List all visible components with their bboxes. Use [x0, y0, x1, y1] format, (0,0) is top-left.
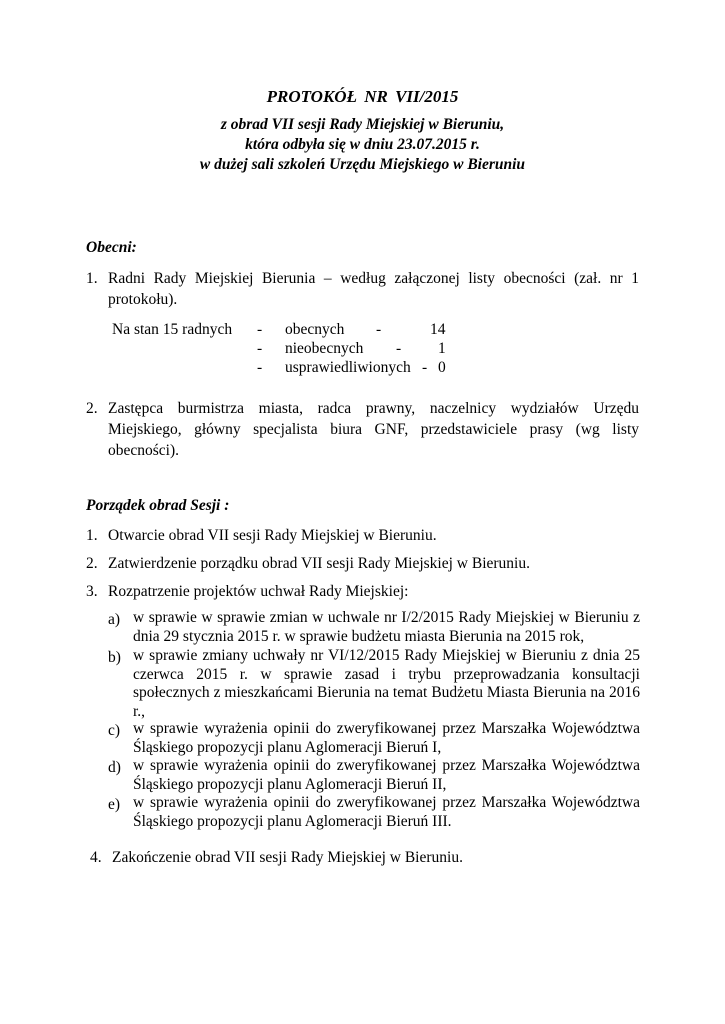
subitem-text: w sprawie wyrażenia opinii do zweryfikowanej przez Marszałka Województwa Śląskiego propozycji planu Aglomeracji Bieruń I, [133, 720, 640, 756]
attendance-dash: - [396, 340, 402, 357]
attendance-dash: - [257, 359, 263, 376]
attendance-value: 1 [438, 340, 446, 357]
agenda-item [86, 525, 639, 546]
item-text: Zakończenie obrad VII sesji Rady Miejskiej w Bieruniu. [112, 849, 463, 866]
subitem-text: w sprawie wyrażenia opinii do zweryfikowanej przez Marszałka Województwa Śląskiego propozycji planu Aglomeracji Bieruń III. [133, 794, 640, 830]
attendance-value: 14 [430, 321, 446, 338]
attendance-value: 0 [438, 359, 446, 376]
item-number: 2. [86, 400, 98, 417]
document-title: PROTOKÓŁ NR VII/2015 [266, 87, 459, 106]
agenda-item [86, 581, 639, 602]
agenda-subitem [108, 609, 640, 646]
subitem-letter: a) [108, 611, 121, 628]
attendance-name: usprawiedliwionych [285, 359, 411, 376]
document-subtitle [0, 115, 725, 175]
subitem-text: w sprawie zmiany uchwały nr VI/12/2015 Rady Miejskiej w Bieruniu z dnia 25 czerwca 2015 r. w sprawie zasad i trybu przeprowadzania konsultacji społecznych z mieszkańcami Bierunia na temat Budżetu Miasta Bierunia na 2016 r., [133, 647, 640, 720]
present-heading: Obecni: [86, 239, 137, 256]
item-text: Otwarcie obrad VII sesji Rady Miejskiej w Bieruniu. [108, 527, 437, 544]
item-number: 1. [86, 527, 98, 544]
attendance-name: nieobecnych [285, 340, 364, 357]
agenda-subitem [108, 757, 640, 794]
item-text: Zastępca burmistrza miasta, radca prawny, naczelnicy wydziałów Urzędu Miejskiego, główny specjalista biura GNF, przedstawiciele prasy (wg listy obecności). [108, 400, 639, 459]
subitem-letter: e) [108, 796, 121, 813]
agenda-subitem [108, 794, 640, 831]
present-item [86, 268, 639, 310]
subitem-text: w sprawie w sprawie zmian w uchwale nr I/2/2015 Rady Miejskiej w Bieruniu z dnia 29 stycznia 2015 r. w sprawie budżetu miasta Bierunia na 2015 rok, [133, 609, 640, 645]
agenda-heading: Porządek obrad Sesji : [86, 497, 230, 514]
attendance-dash: - [257, 321, 263, 338]
subtitle-line: w dużej sali szkoleń Urzędu Miejskiego w Bieruniu [199, 156, 526, 173]
subitem-text: w sprawie wyrażenia opinii do zweryfikowanej przez Marszałka Województwa Śląskiego propozycji planu Aglomeracji Bieruń II, [133, 757, 640, 793]
subtitle-line: która odbyła się w dniu 23.07.2015 r. [245, 136, 480, 153]
attendance-dash: - [376, 321, 382, 338]
attendance-name: obecnych [285, 321, 345, 338]
agenda-subitem [108, 720, 640, 757]
attendance-row [112, 338, 446, 357]
attendance-label: Na stan 15 radnych [112, 321, 233, 338]
item-number: 2. [86, 555, 98, 572]
item-text: Zatwierdzenie porządku obrad VII sesji Rady Miejskiej w Bieruniu. [108, 555, 530, 572]
agenda-item [86, 553, 639, 574]
subitem-letter: b) [108, 649, 121, 666]
attendance-dash: - [257, 340, 263, 357]
agenda-item [90, 847, 643, 868]
subitem-letter: c) [108, 722, 121, 739]
attendance-row [112, 357, 446, 376]
agenda-subitem [108, 647, 640, 721]
item-number: 1. [86, 270, 98, 287]
item-text: Rozpatrzenie projektów uchwał Rady Miejskiej: [108, 583, 409, 600]
attendance-row [112, 319, 446, 338]
attendance-dash: - [422, 359, 428, 376]
item-text: Radni Rady Miejskiej Bierunia – według załączonej listy obecności (zał. nr 1 protokołu). [108, 270, 639, 308]
present-item [86, 398, 639, 461]
item-number: 4. [90, 849, 102, 866]
item-number: 3. [86, 583, 98, 600]
attendance-counts [112, 319, 446, 376]
subtitle-line: z obrad VII sesji Rady Miejskiej w Bieruniu, [220, 116, 505, 133]
subitem-letter: d) [108, 759, 121, 776]
